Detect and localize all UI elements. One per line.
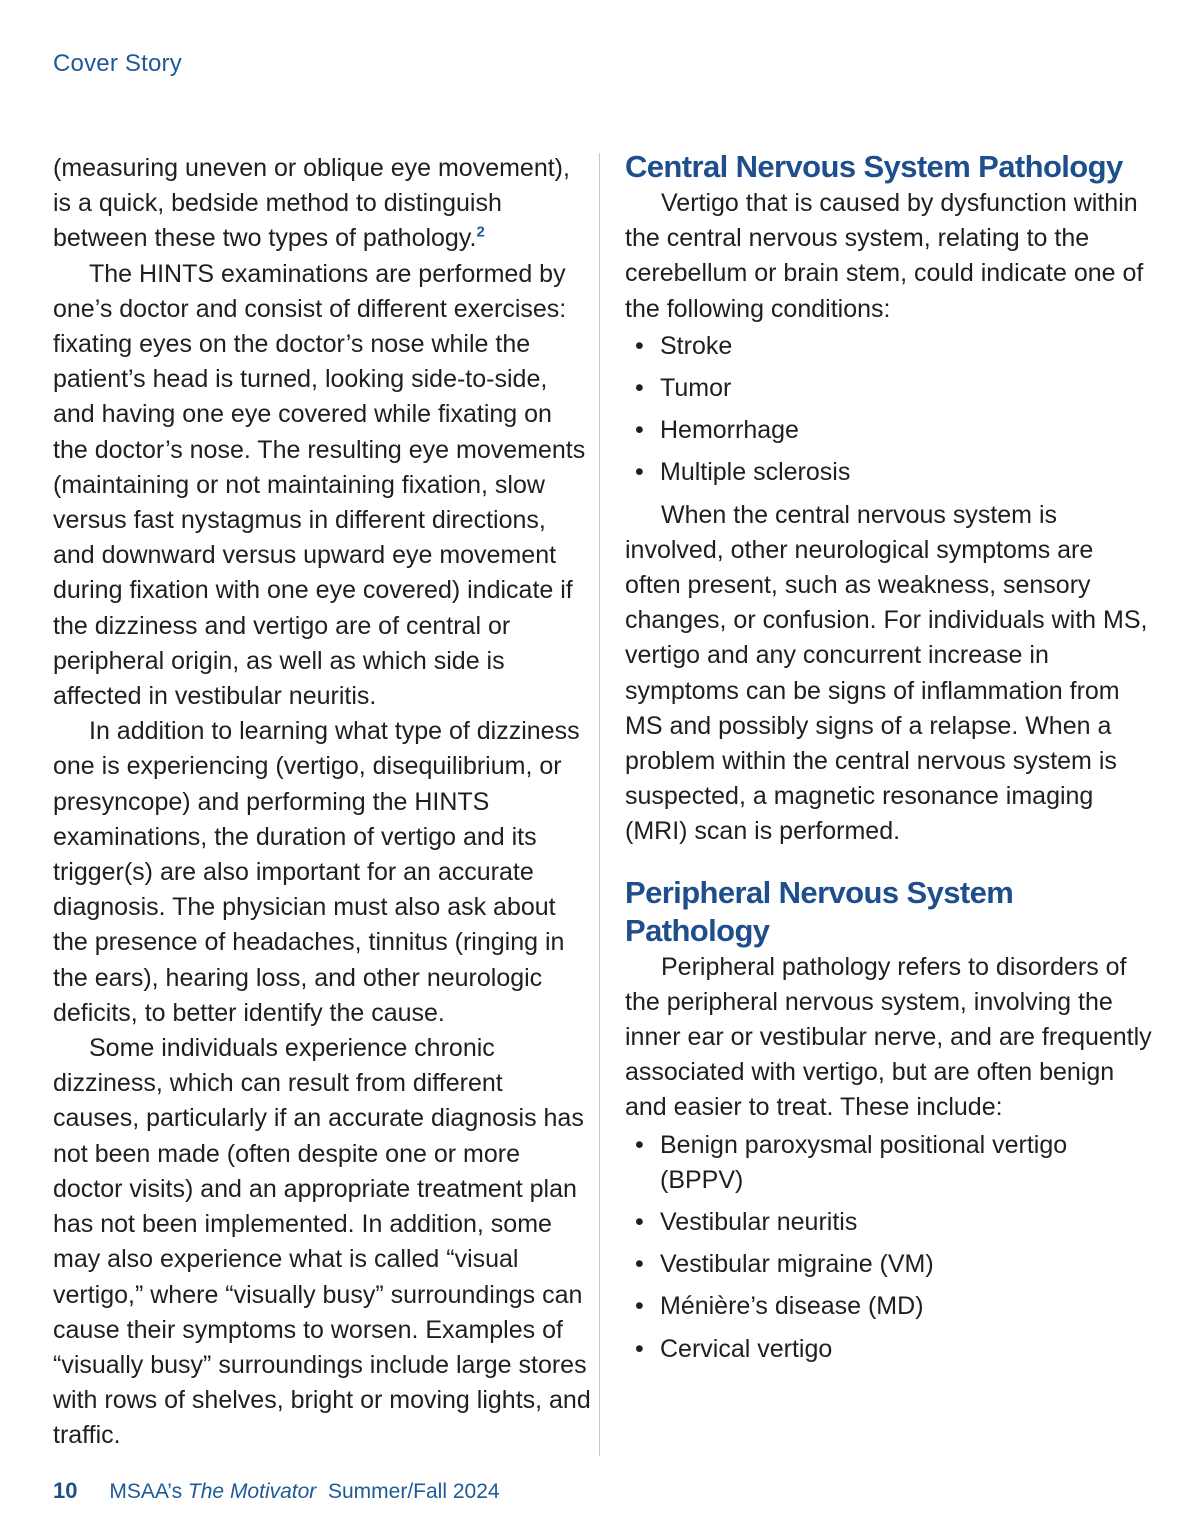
footnote-marker: 2	[476, 224, 485, 242]
list-item: • Multiple sclerosis	[625, 455, 1155, 490]
publication-title: The Motivator	[187, 1480, 317, 1503]
list-item: • Stroke	[625, 329, 1155, 364]
list-item: • Cervical vertigo	[625, 1332, 1155, 1367]
list-item: • Vestibular migraine (VM)	[625, 1247, 1155, 1282]
central-body: When the central nervous system is involved, other neurological symptoms are often present, such as weakness, sensory changes, or confusion. For individuals with MS, vertigo and any concurrent increase in symptoms can be signs of inflammation from MS and possibly signs of a relapse. When a problem within the central nervous system is suspected, a magnetic resonance imaging (MRI) scan is performed.	[625, 500, 1148, 846]
peripheral-intro: Peripheral pathology refers to disorders of the peripheral nervous system, involving the inner ear or vestibular nerve, and are frequently associated with vertigo, but are often benign and easier to treat. These include:	[625, 952, 1152, 1122]
central-conditions-list	[625, 329, 1155, 491]
central-heading: Central Nervous System Pathology	[625, 149, 1123, 184]
issue-date: Summer/Fall 2024	[327, 1480, 500, 1503]
list-item: • Tumor	[625, 371, 1155, 406]
paragraph-3: In addition to learning what type of dizziness one is experiencing (vertigo, disequilibrium, or presyncope) and performing the HINTS examinations, the duration of vertigo and its trigger(s) are also important for an accurate diagnosis. The physician must also ask about the presence of headaches, tinnitus (ringing in the ears), hearing loss, and other neurologic deficits, to better identify the cause.	[53, 717, 580, 1027]
peripheral-conditions-list	[625, 1128, 1155, 1367]
publisher-name: MSAA’s	[109, 1480, 183, 1503]
page-footer	[53, 1478, 500, 1504]
paragraph-1	[53, 151, 593, 257]
list-item: • Ménière’s disease (MD)	[625, 1289, 1155, 1324]
central-intro: Vertigo that is caused by dysfunction within the central nervous system, relating to the cerebellum or brain stem, could indicate one of the following conditions:	[625, 189, 1144, 323]
right-column	[625, 148, 1155, 1374]
page-number: 10	[53, 1478, 78, 1503]
column-divider	[599, 153, 600, 1456]
list-item: • Vestibular neuritis	[625, 1205, 1155, 1240]
list-item: • Benign paroxysmal positional vertigo (BPPV)	[625, 1128, 1155, 1198]
paragraph-2: The HINTS examinations are performed by one’s doctor and consist of different exercises: fixating eyes on the doctor’s nose while the patient’s head is turned, looking side-to-side, and having one eye covered while fixating on the doctor’s nose. The resulting eye movements (maintaining or not maintaining fixation, slow versus fast nystagmus in different directions, and downward versus upward eye movement during fixation with one eye covered) indicate if the dizziness and vertigo are of central or peripheral origin, as well as which side is affected in vestibular neuritis.	[53, 259, 586, 711]
section-label: Cover Story	[53, 50, 182, 77]
left-column	[53, 151, 593, 1454]
paragraph-1-text: (measuring uneven or oblique eye movement), is a quick, bedside method to distinguish between these two types of pathology.	[53, 154, 570, 253]
paragraph-4: Some individuals experience chronic dizziness, which can result from different causes, particularly if an accurate diagnosis has not been made (often despite one or more doctor visits) and an appropriate treatment plan has not been implemented. In addition, some may also experience what is called “visual vertigo,” where “visually busy” surroundings can cause their symptoms to worsen. Examples of “visually busy” surroundings include large stores with rows of shelves, bright or moving lights, and traffic.	[53, 1034, 591, 1450]
list-item: • Hemorrhage	[625, 413, 1155, 448]
peripheral-heading: Peripheral Nervous System Pathology	[625, 874, 1014, 948]
